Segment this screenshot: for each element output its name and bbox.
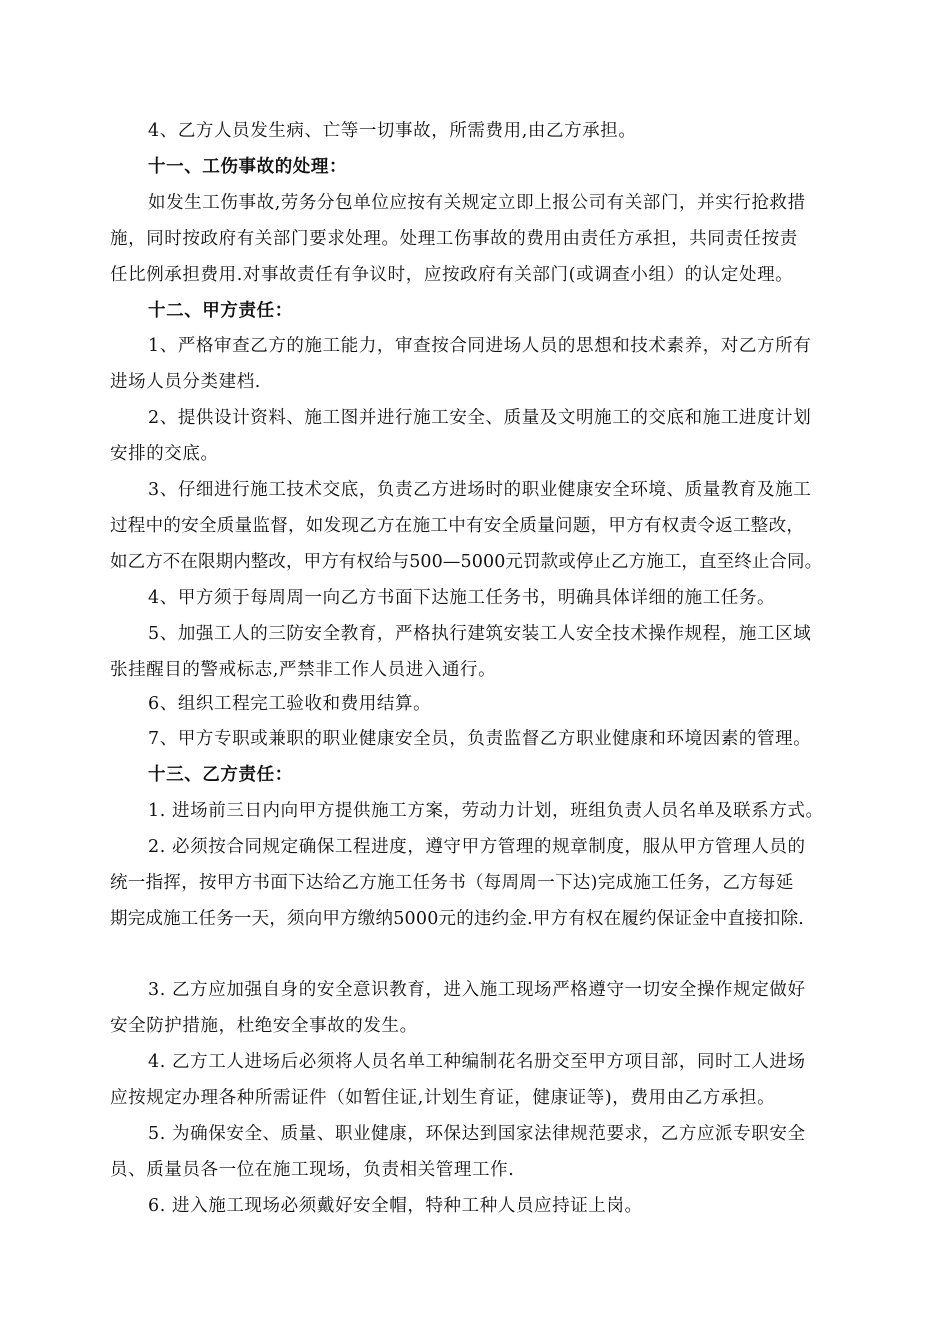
text-line: 1. 进场前三日内向甲方提供施工方案，劳动力计划，班组负责人员名单及联系方式。 xyxy=(148,801,824,821)
text-line: 4、乙方人员发生病、亡等一切事故，所需费用,由乙方承担。 xyxy=(148,121,637,141)
text-line: 3. 乙方应加强自身的安全意识教育，进入施工现场严格遵守一切安全操作规定做好 xyxy=(148,980,806,1000)
text-line: 如发生工伤事故,劳务分包单位应按有关规定立即上报公司有关部门，并实行抢救措 xyxy=(148,193,806,213)
text-line: 员、质量员各一位在施工现场，负责相关管理工作. xyxy=(110,1160,515,1180)
text-line: 7、甲方专职或兼职的职业健康安全员，负责监督乙方职业健康和环境因素的管理。 xyxy=(148,729,812,749)
text-line: 安排的交底。 xyxy=(110,444,219,464)
text-line: 统一指挥，按甲方书面下达给乙方施工任务书（每周周一下达)完成施工任务，乙方每延 xyxy=(110,873,794,893)
section-heading: 十二、甲方责任： xyxy=(148,301,293,321)
text-line: 5、加强工人的三防安全教育，严格执行建筑安装工人安全技术操作规程，施工区域 xyxy=(148,624,812,644)
text-line: 进场人员分类建档. xyxy=(110,372,261,392)
text-line: 4、甲方须于每周周一向乙方书面下达施工任务书，明确具体详细的施工任务。 xyxy=(148,588,776,608)
text-line: 1、严格审查乙方的施工能力，审查按合同进场人员的思想和技术素养，对乙方所有 xyxy=(148,336,812,356)
text-line: 任比例承担费用.对事故责任有争议时，应按政府有关部门(或调查小组）的认定处理。 xyxy=(110,265,794,285)
text-line: 2. 必须按合同规定确保工程进度，遵守甲方管理的规章制度，服从甲方管理人员的 xyxy=(148,837,806,857)
text-line: 如乙方不在限期内整改，甲方有权给与500—5000元罚款或停止乙方施工，直至终止合同。 xyxy=(110,552,823,572)
text-line: 6. 进入施工现场必须戴好安全帽，特种工种人员应持证上岗。 xyxy=(148,1196,643,1216)
text-line: 期完成施工任务一天，须向甲方缴纳5000元的违约金.甲方有权在履约保证金中直接扣除. xyxy=(110,909,805,929)
text-line: 过程中的安全质量监督，如发现乙方在施工中有安全质量问题，甲方有权责令返工整改， xyxy=(110,516,805,536)
text-line: 3、仔细进行施工技术交底，负责乙方进场时的职业健康安全环境、质量教育及施工 xyxy=(148,480,812,500)
text-line: 施，同时按政府有关部门要求处理。处理工伤事故的费用由责任方承担，共同责任按责 xyxy=(110,229,798,249)
text-line: 6、组织工程完工验收和费用结算。 xyxy=(148,694,432,714)
section-heading: 十一、工伤事故的处理： xyxy=(148,157,348,177)
text-line: 应按规定办理各种所需证件（如暂住证,计划生育证，健康证等)，费用由乙方承担。 xyxy=(110,1088,776,1108)
text-line: 2、提供设计资料、施工图并进行施工安全、质量及文明施工的交底和施工进度计划 xyxy=(148,408,812,428)
text-line: 张挂醒目的警戒标志,严禁非工作人员进入通行。 xyxy=(110,660,497,680)
text-line: 4. 乙方工人进场后必须将人员名单工种编制花名册交至甲方项目部，同时工人进场 xyxy=(148,1052,806,1072)
text-line: 5. 为确保安全、质量、职业健康，环保达到国家法律规范要求，乙方应派专职安全 xyxy=(148,1124,806,1144)
text-line: 安全防护措施，杜绝安全事故的发生。 xyxy=(110,1016,418,1036)
section-heading: 十三、乙方责任： xyxy=(148,765,293,785)
